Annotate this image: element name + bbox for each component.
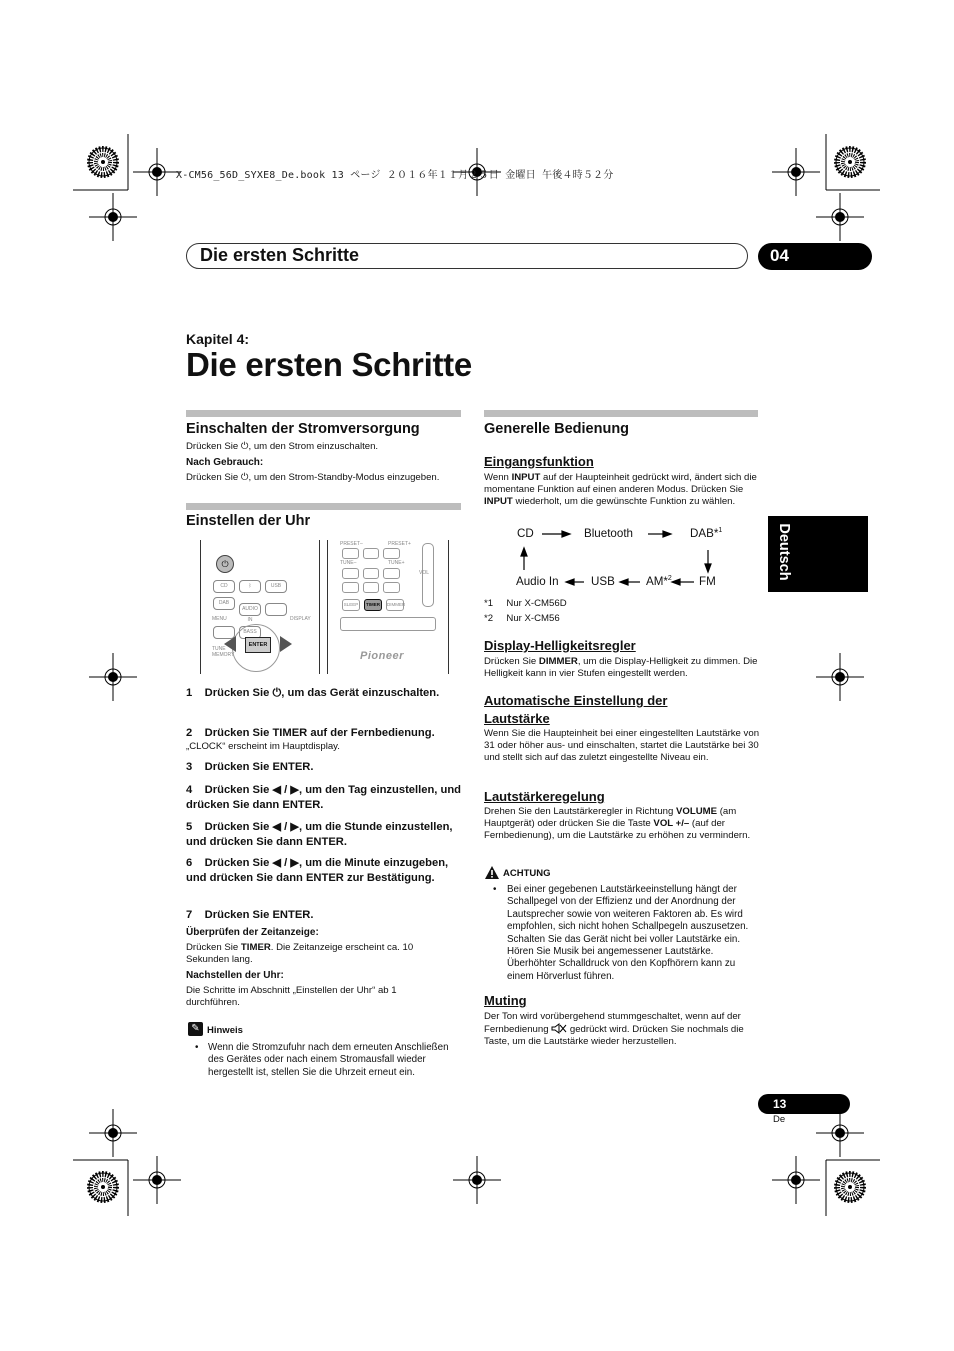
remote-right-arrow-icon xyxy=(280,636,292,652)
chapter-label: Kapitel 4: xyxy=(186,331,250,347)
clock-step-6: 6 Drücken Sie ◀ / ▶, um die Minute einzugeben, und drücken Sie dann ENTER zur Bestätigung. xyxy=(186,857,449,884)
general-heading: Generelle Bedienung xyxy=(484,421,630,437)
remote-button xyxy=(265,603,287,616)
remote-vol-label: VOL xyxy=(419,570,430,576)
muting-text: Der Ton wird vorübergehend stummgeschaltet, wenn auf der Fernbedienung gedrückt wird. Drücken Sie nochmals die Taste, um die Lautstärke wieder herzustellen. xyxy=(484,1011,744,1048)
clock-step-2: 2 Drücken Sie TIMER auf der Fernbedienung. xyxy=(186,727,435,739)
pencil-icon: ✎ xyxy=(188,1022,203,1036)
remote-function-row xyxy=(342,599,408,611)
remote-left-arrow-icon xyxy=(224,636,236,652)
flow-fm: FM xyxy=(699,575,716,588)
display-heading: Display-Helligkeitsregler xyxy=(484,638,636,653)
remote-dimmer-button: DIMMER xyxy=(386,599,404,611)
flow-arrows xyxy=(480,520,760,600)
reset-text: Die Schritte im Abschnitt „Einstellen der Uhr“ ab 1 durchführen. xyxy=(186,985,397,1008)
remote-transport-row-3 xyxy=(342,582,400,593)
standby-text: Drücken Sie ⏻, um den Strom-Standby-Modus einzugeben. xyxy=(186,472,440,483)
flow-usb: USB xyxy=(591,575,615,588)
language-side-label-wrap xyxy=(768,516,800,592)
hint-bullet: • xyxy=(195,1042,199,1053)
input-heading: Eingangsfunktion xyxy=(484,454,594,469)
power-text: Drücken Sie ⏻, um den Strom einzuschalten. xyxy=(186,441,379,452)
remote-label: TUNE+ xyxy=(388,560,405,566)
clock-step-2-note: „CLOCK“ erscheint im Hauptdisplay. xyxy=(186,741,340,752)
hint-label: Hinweis xyxy=(207,1025,243,1036)
remote-button: AUDIO IN xyxy=(239,603,261,616)
remote-display-label: DISPLAY xyxy=(290,616,311,622)
input-text: Wenn INPUT auf der Haupteinheit gedrückt wird, ändert sich die momentane Funktion auf einen anderen Modus. Drücken Sie INPUT wiederholt, um die gewünschte Funktion zu wählen. xyxy=(484,472,757,507)
flow-bluetooth: Bluetooth xyxy=(584,527,633,540)
mute-icon xyxy=(551,1023,567,1034)
section-bar xyxy=(186,503,461,510)
volume-text: Drehen Sie den Lautstärkeregler in Richtung VOLUME (am Hauptgerät) oder drücken Sie die Taste VOL +/– (auf der Fernbedienung), um die Lautstärke zu erhöhen zu vermindern. xyxy=(484,806,751,841)
remote-button: DAB xyxy=(213,597,235,610)
remote-button: USB xyxy=(265,580,287,593)
check-label: Überprüfen der Zeitanzeige: xyxy=(186,927,319,938)
clock-step-3: 3 Drücken Sie ENTER. xyxy=(186,761,314,773)
remote-button: BASS xyxy=(239,626,261,639)
clock-step-5: 5 Drücken Sie ◀ / ▶, um die Stunde einzustellen, und drücken Sie dann ENTER. xyxy=(186,821,453,848)
chapter-number-pill: 04 xyxy=(758,243,872,270)
section-bar xyxy=(186,410,461,417)
flow-dab: DAB*$^1$ xyxy=(690,527,723,540)
remote-bar xyxy=(340,617,436,631)
page-number-pill: 13 xyxy=(758,1094,850,1114)
remote-transport-row-2 xyxy=(342,568,400,579)
language-side-label: Deutsch xyxy=(776,523,792,581)
auto-volume-text: Wenn Sie die Haupteinheit bei einer eingestellten Lautstärke von 31 oder höher aus- und einschalten, startet die Lautstärke bei 30 und stellt sich auf das zuletzt eingestellte Niveau ein. xyxy=(484,728,760,763)
after-use-label: Nach Gebrauch: xyxy=(186,457,264,468)
flow-am: AM*$^2$ xyxy=(646,575,672,588)
display-text: Drücken Sie DIMMER, um die Display-Helligkeit zu dimmen. Die Helligkeit kann in vier Stufen eingestellt werden. xyxy=(484,656,758,679)
flow-cd: CD xyxy=(517,527,534,540)
check-text: Drücken Sie TIMER. Die Zeitanzeige erscheint ca. 10 Sekunden lang. xyxy=(186,942,414,965)
remote-timer-button: TIMER xyxy=(364,599,382,611)
remote-tune-memory-label: TUNE MEMORY xyxy=(212,646,235,658)
remote-sleep-button: SLEEP xyxy=(342,599,360,611)
clock-step-7: 7 Drücken Sie ENTER. xyxy=(186,909,314,921)
remote-transport-row-1 xyxy=(342,548,400,559)
reset-label: Nachstellen der Uhr: xyxy=(186,970,284,981)
remote-enter-button: ENTER xyxy=(245,637,271,653)
remote-bluetooth-button: ᛒ xyxy=(239,580,261,593)
remote-button: CD xyxy=(213,580,235,593)
print-info: X-CM56_56D_SYXE8_De.book 13 ページ ２０１６年１１月２５日 金曜日 午後４時５２分 xyxy=(176,170,614,181)
remote-label: PRESET+ xyxy=(388,541,411,547)
section-bar xyxy=(484,410,758,417)
header-title: Die ersten Schritte xyxy=(200,245,360,265)
volume-heading: Lautstärkeregelung xyxy=(484,789,605,804)
remote-illustration xyxy=(200,540,448,674)
clock-heading: Einstellen der Uhr xyxy=(186,513,311,529)
footnote-1: *1 Nur X-CM56D xyxy=(484,598,567,609)
caution-label: ACHTUNG xyxy=(503,868,551,879)
power-heading: Einschalten der Stromversorgung xyxy=(186,421,420,437)
flow-audio-in: Audio In xyxy=(516,575,559,588)
hint-text: Wenn die Stromzufuhr nach dem erneuten Anschließen des Gerätes oder nach einem Stromausfall wieder hergestellt ist, stellen Sie die Uhrzeit erneut ein. xyxy=(208,1042,449,1078)
caution-bullet: • xyxy=(493,884,497,895)
chapter-title: Die ersten Schritte xyxy=(186,346,472,383)
remote-label: TUNE– xyxy=(340,560,357,566)
muting-heading: Muting xyxy=(484,993,527,1008)
clock-step-4: 4 Drücken Sie ◀ / ▶, um den Tag einzustellen, und drücken Sie dann ENTER. xyxy=(186,784,462,811)
auto-volume-heading: Automatische Einstellung der Lautstärke xyxy=(484,693,668,726)
remote-label: PRESET– xyxy=(340,541,363,547)
remote-menu-label: MENU xyxy=(212,616,227,622)
pioneer-logo: Pioneer xyxy=(360,650,404,662)
caution-text: Bei einer gegebenen Lautstärkeeinstellung hängt der Schallpegel von der Effizienz und der Anordnung der Lautsprecher sowie von weiteren Faktoren ab. Es wird empfohlen, sich nicht hohen Schallpegeln auszusetzen. Schalten Sie das Gerät nicht bei voller Lautstärke ein. Hören Sie Musik bei angemessener Lautstärke. Überhöhter Schalldruck von den Kopfhörern kann zu einem Hörverlust führen. xyxy=(507,884,749,982)
page-language: De xyxy=(773,1114,786,1125)
warning-icon xyxy=(485,866,499,879)
clock-step-1: 1 Drücken Sie ⏻, um das Gerät einzuschalten. xyxy=(186,687,440,699)
footnote-2: *2 Nur X-CM56 xyxy=(484,613,560,624)
remote-power-button: ⏻ xyxy=(216,555,234,573)
